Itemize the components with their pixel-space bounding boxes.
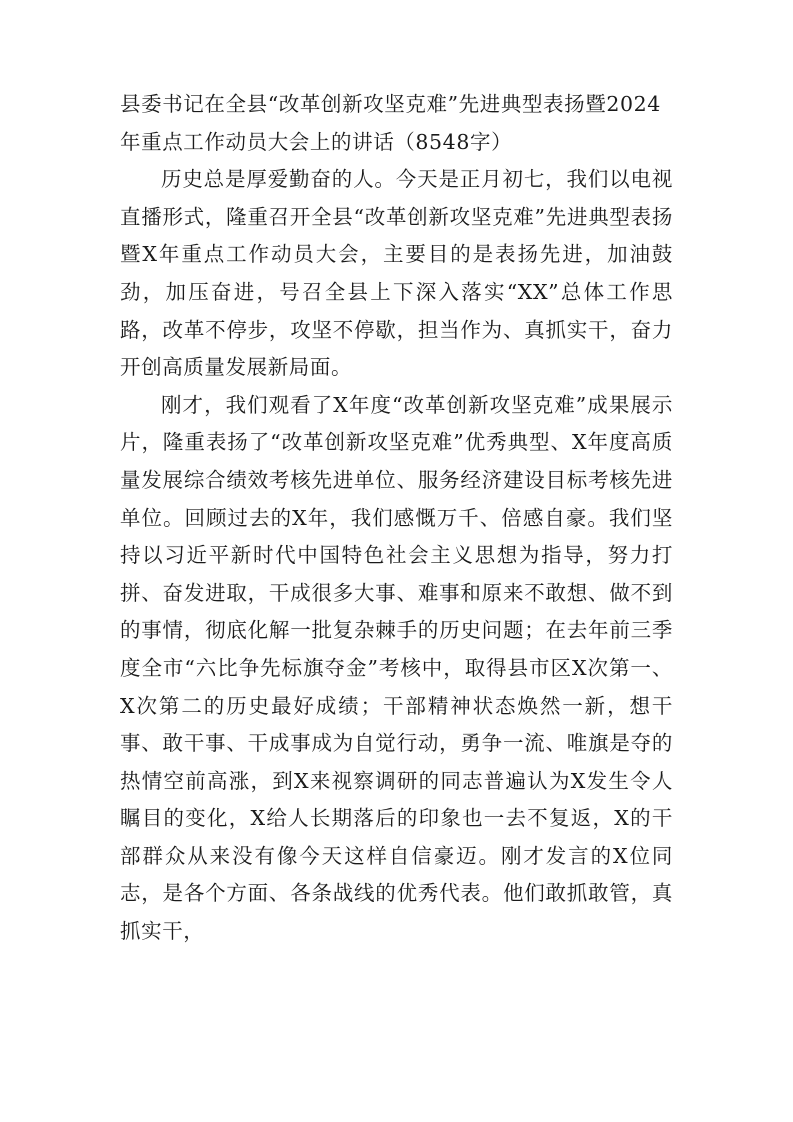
paragraph-opening: 历史总是厚爱勤奋的人。今天是正月初七，我们以电视直播形式，隆重召开全县“改革创新攻坚克难”先进典型表扬暨X年重点工作动员大会，主要目的是表扬先进，加油鼓劲，加压奋进，号召全县上下深入落实“XX”总体工作思路，改革不停步，攻坚不停歇，担当作为、真抓实干，奋力开创高质量发展新局面。 (120, 167, 673, 380)
paragraph-review: 刚才，我们观看了X年度“改革创新攻坚克难”成果展示片，隆重表扬了“改革创新攻坚克难”优秀典型、X年度高质量发展综合绩效考核先进单位、服务经济建设目标考核先进单位。回顾过去的X年，我们感慨万千、倍感自豪。我们坚持以习近平新时代中国特色社会主义思想为指导，努力打拼、奋发进取，干成很多大事、难事和原来不敢想、做不到的事情，彻底化解一批复杂棘手的历史问题；在去年前三季度全市“六比争先标旗夺金”考核中，取得县市区X次第一、X次第二的历史最好成绩；干部精神状态焕然一新，想干事、敢干事、干成事成为自觉行动，勇争一流、唯旗是夺的热情空前高涨，到X来视察调研的同志普遍认为X发生令人瞩目的变化，X给人长期落后的印象也一去不复返，X的干部群众从来没有像今天这样自信豪迈。刚才发言的X位同志，是各个方面、各条战线的优秀代表。他们敢抓敢管，真抓实干， (120, 392, 673, 944)
document-title: 县委书记在全县“改革创新攻坚克难”先进典型表扬暨2024年重点工作动员大会上的讲话（8548字） (120, 92, 661, 154)
